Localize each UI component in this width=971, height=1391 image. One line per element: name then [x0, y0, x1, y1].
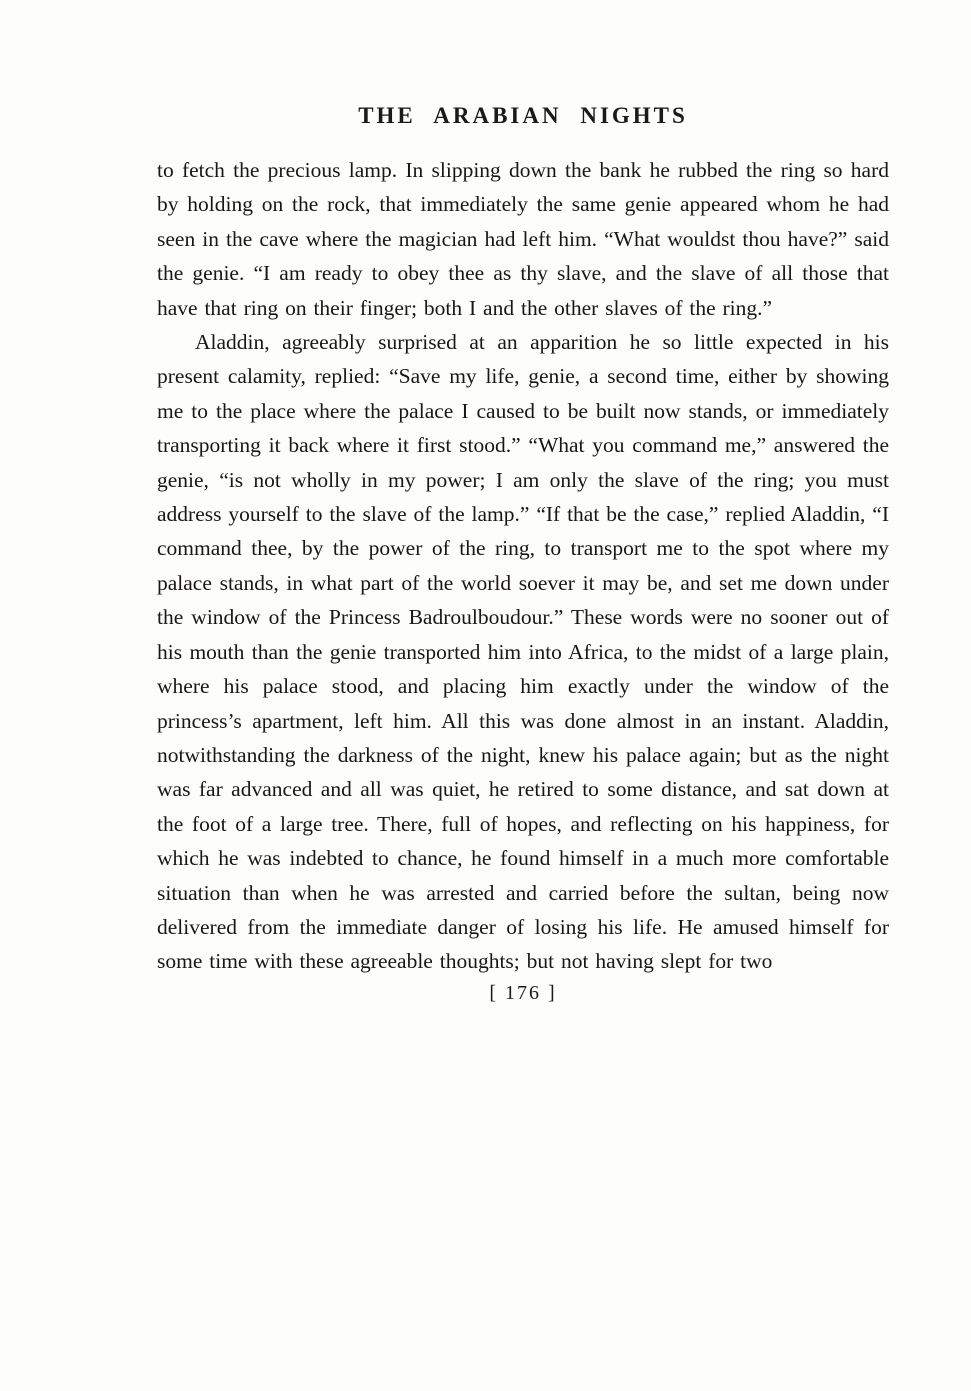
- paragraph-continuation: to fetch the precious lamp. In slipping down the bank he rubbed the ring so hard by holding on the rock, that immediately the same genie appeared whom he had seen in the cave where the magician had left him. “What wouldst thou have?” said the genie. “I am ready to obey thee as thy slave, and the slave of all those that have that ring on their finger; both I and the other slaves of the ring.”: [157, 158, 889, 320]
- paragraph: Aladdin, agreeably surprised at an apparition he so little expected in his present calamity, replied: “Save my life, genie, a second time, either by showing me to the place where the palace I caused to be built now stands, or immediately transporting it back where it first stood.” “What you command me,” answered the genie, “is not wholly in my power; I am only the slave of the ring; you must address yourself to the slave of the lamp.” “If that be the case,” replied Aladdin, “I command thee, by the power of the ring, to transport me to the spot where my palace stands, in what part of the world soever it may be, and set me down under the window of the Princess Badroulboudour.” These words were no sooner out of his mouth than the genie transported him into Africa, to the midst of a large plain, where his palace stood, and placing him exactly under the window of the princess’s apartment, left him. All this was done almost in an instant. Aladdin, notwithstanding the darkness of the night, knew his palace again; but as the night was far advanced and all was quiet, he retired to some distance, and sat down at the foot of a large tree. There, full of hopes, and reflecting on his happiness, for which he was indebted to chance, he found himself in a much more comfortable situation than when he was arrested and carried before the sultan, being now delivered from the immediate danger of losing his life. He amused himself for some time with these agreeable thoughts; but not having slept for two: [157, 330, 889, 974]
- text-block: [157, 103, 889, 1005]
- page-number: [ 176 ]: [489, 981, 557, 1004]
- body-copy: [157, 153, 889, 979]
- running-head: THE ARABIAN NIGHTS: [358, 103, 688, 128]
